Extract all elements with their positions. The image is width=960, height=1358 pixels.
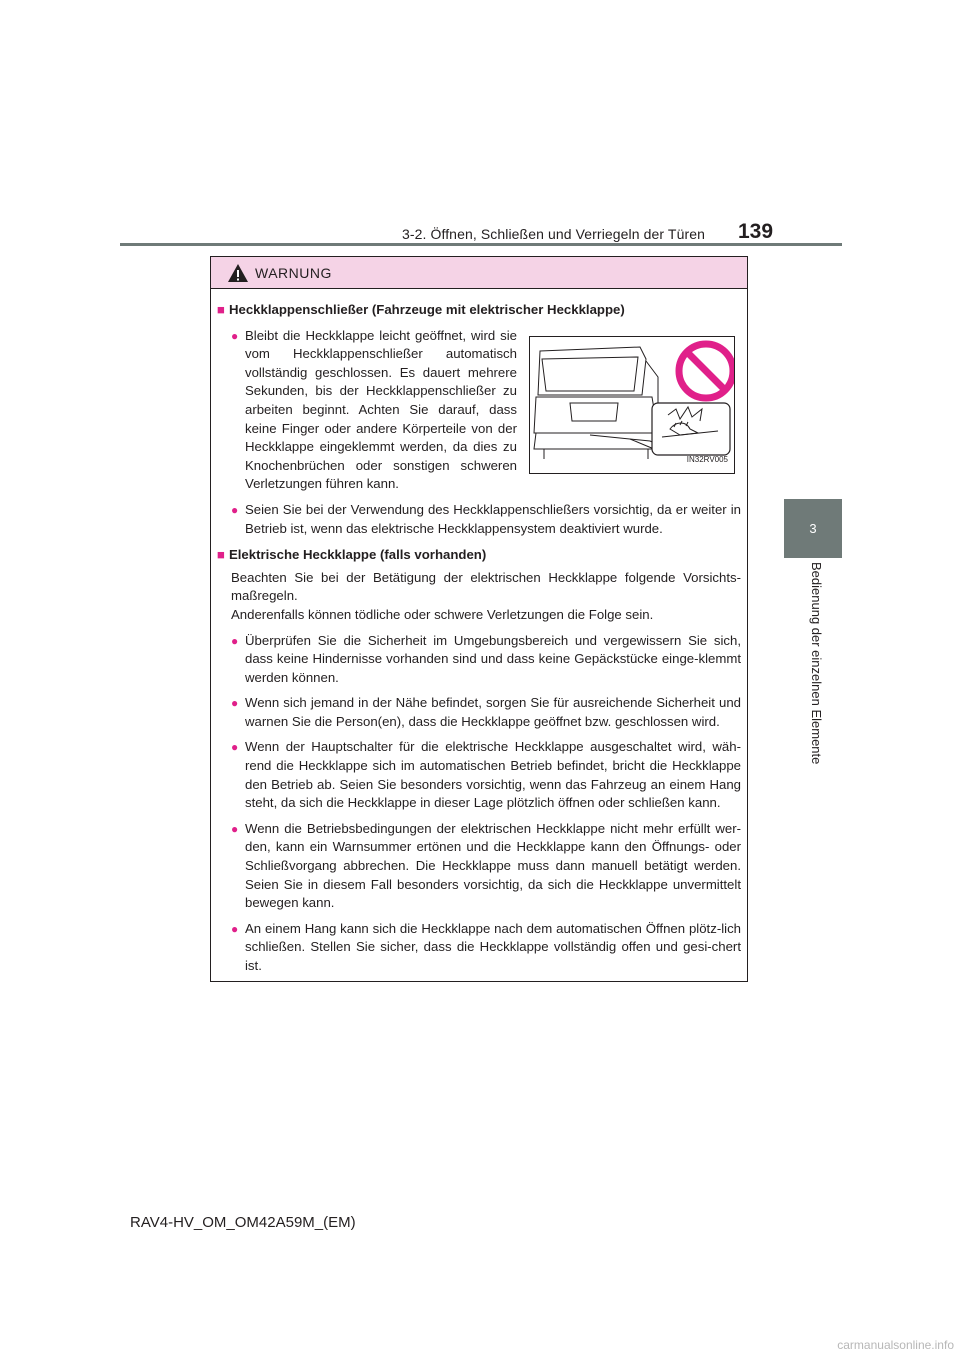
warning-header <box>211 257 747 289</box>
bullet-dot-icon: ● <box>231 696 239 711</box>
list-item: ● Überprüfen Sie die Sicherheit im Umgebungsbereich und vergewissern Sie sich, dass keine Hindernisse vorhanden sind und dass keine Gepäckstücke einge-klemmt werden können. <box>231 632 741 688</box>
watermark-link[interactable]: carmanualsonline.info <box>837 1338 954 1352</box>
list-item: ● Wenn die Betriebsbedingungen der elektrischen Heckklappe nicht mehr erfüllt wer-den, kann ein Warnsummer ertönen und die Heckklappe kann den Öffnungs- oder Schließvorgang abbrechen. Die Heckklappe muss dann manuell betätigt werden. Seien Sie in diesem Fall besonders vorsichtig, da sich die Heckklappe unvermittelt bewegen kann. <box>231 820 741 913</box>
list-item: ● Seien Sie bei der Verwendung des Heckklappenschließers vorsichtig, da er weiter in Betrieb ist, wenn das elektrische Heckklappensystem deaktiviert wurde. <box>231 501 741 538</box>
intro-paragraph: Anderenfalls können tödliche oder schwere Verletzungen die Folge sein. <box>231 606 654 622</box>
list-item: ● Wenn sich jemand in der Nähe befindet, sorgen Sie für ausreichende Sicherheit und warnen Sie die Person(en), dass die Heckklappe geöffnet bzw. geschlossen wird. <box>231 694 741 731</box>
warning-triangle-icon <box>227 263 249 283</box>
page-number: 139 <box>738 220 774 243</box>
warning-box <box>210 256 748 982</box>
list-item: ● Bleibt die Heckklappe leicht geöffnet, wird sie vom Heckklappenschließer automatisch vollständig geschlossen. Es dauert mehrere Sekunden, bis der Heckklappenschließer zu arbeiten beginnt. Achten Sie darauf, dass keine Finger oder andere Körperteile von der Heckklappe eingeklemmt werden, da dies zu Knochenbrüchen oder sonstigen schweren Verletzungen führen kann. <box>231 327 517 494</box>
warning-content <box>211 289 747 976</box>
bullet-dot-icon: ● <box>231 921 239 936</box>
chapter-tab <box>784 499 842 558</box>
section-heading-power-tailgate: ■ Elektrische Heckklappe (falls vorhanden) <box>217 546 741 565</box>
bullet-dot-icon: ● <box>231 328 239 343</box>
square-bullet-icon: ■ <box>217 547 225 563</box>
warning-title: WARNUNG <box>255 264 332 281</box>
bullet-dot-icon: ● <box>231 740 239 755</box>
square-bullet-icon: ■ <box>217 302 225 317</box>
chapter-number: 3 <box>809 521 817 536</box>
bullet-dot-icon: ● <box>231 502 239 517</box>
bullet-dot-icon: ● <box>231 821 239 836</box>
figure-code: IN32RV005 <box>686 455 728 464</box>
tailgate-illustration <box>529 336 735 474</box>
chapter-label: Bedienung der einzelnen Elemente <box>809 562 824 765</box>
list-item: ● An einem Hang kann sich die Heckklappe nach dem automatischen Öffnen plötz-lich schließen. Stellen Sie sicher, dass die Heckklappe vollständig offen und gesi-chert ist. <box>231 920 741 976</box>
bullet-with-figure <box>217 320 741 494</box>
footer-code: RAV4-HV_OM_OM42A59M_(EM) <box>130 1214 356 1231</box>
header-title: 3-2. Öffnen, Schließen und Verriegeln der Türen <box>401 226 705 242</box>
intro-paragraph: Beachten Sie bei der Betätigung der elektrischen Heckklappe folgende Vorsichts-maßregeln. <box>231 569 741 604</box>
section-heading-tailgate-closer: ■ Heckklappenschließer (Fahrzeuge mit elektrischer Heckklappe) <box>217 301 741 320</box>
list-item: ● Wenn der Hauptschalter für die elektrische Heckklappe ausgeschaltet wird, wäh-rend die Heckklappe sich im automatischen Betrieb befindet, bricht die Heckklappe den Betrieb ab. Seien Sie besonders vorsichtig, wenn das Fahrzeug an einem Hang steht, da sich die Heckklappe in dieser Lage plötzlich öffnen oder schließen kann. <box>231 738 741 812</box>
header-rule <box>120 243 842 246</box>
bullet-dot-icon: ● <box>231 633 239 648</box>
